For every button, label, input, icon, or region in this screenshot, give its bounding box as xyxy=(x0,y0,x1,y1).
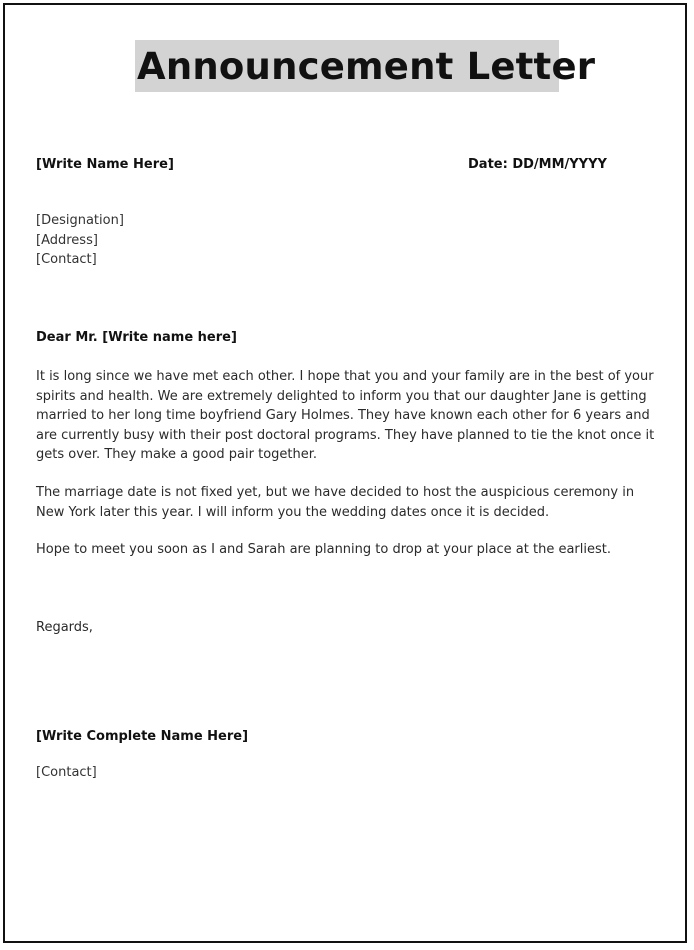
document-title: Announcement Letter xyxy=(135,40,559,92)
body-paragraph-2 xyxy=(36,483,656,522)
paragraph-line: New York later this year. I will inform you the wedding dates once it is decided. xyxy=(36,504,550,520)
title-container xyxy=(0,40,694,92)
recipient-block xyxy=(36,211,124,270)
paragraph-line: gets over. They make a good pair together. xyxy=(36,447,318,462)
closing-regards: Regards, xyxy=(36,620,93,635)
recipient-contact: [Contact] xyxy=(36,252,97,267)
paragraph-line: The marriage date is not fixed yet, but we have decided to host the auspicious ceremony in xyxy=(36,485,635,500)
paragraph-line: It is long since we have met each other. I hope that you and your family are in the best of your xyxy=(36,369,654,384)
letter-date: Date: DD/MM/YYYY xyxy=(468,157,607,172)
sender-name: [Write Name Here] xyxy=(36,157,174,172)
recipient-address: [Address] xyxy=(36,232,98,248)
body-paragraph-3 xyxy=(36,540,656,560)
page-border xyxy=(3,3,687,943)
paragraph-line: spirits and health. We are extremely delighted to inform you that our daughter Jane is getting xyxy=(36,388,647,404)
paragraph-line: Hope to meet you soon as I and Sarah are planning to drop at your place at the earliest. xyxy=(36,542,611,557)
signature-contact: [Contact] xyxy=(36,765,97,780)
body-paragraph-1 xyxy=(36,367,656,465)
paragraph-line: are currently busy with their post doctoral programs. They have planned to tie the knot once it xyxy=(36,427,655,443)
recipient-designation: [Designation] xyxy=(36,213,124,228)
signature-name: [Write Complete Name Here] xyxy=(36,729,249,744)
paragraph-line: married to her long time boyfriend Gary Holmes. They have known each other for 6 years and xyxy=(36,408,650,423)
salutation: Dear Mr. [Write name here] xyxy=(36,330,237,345)
